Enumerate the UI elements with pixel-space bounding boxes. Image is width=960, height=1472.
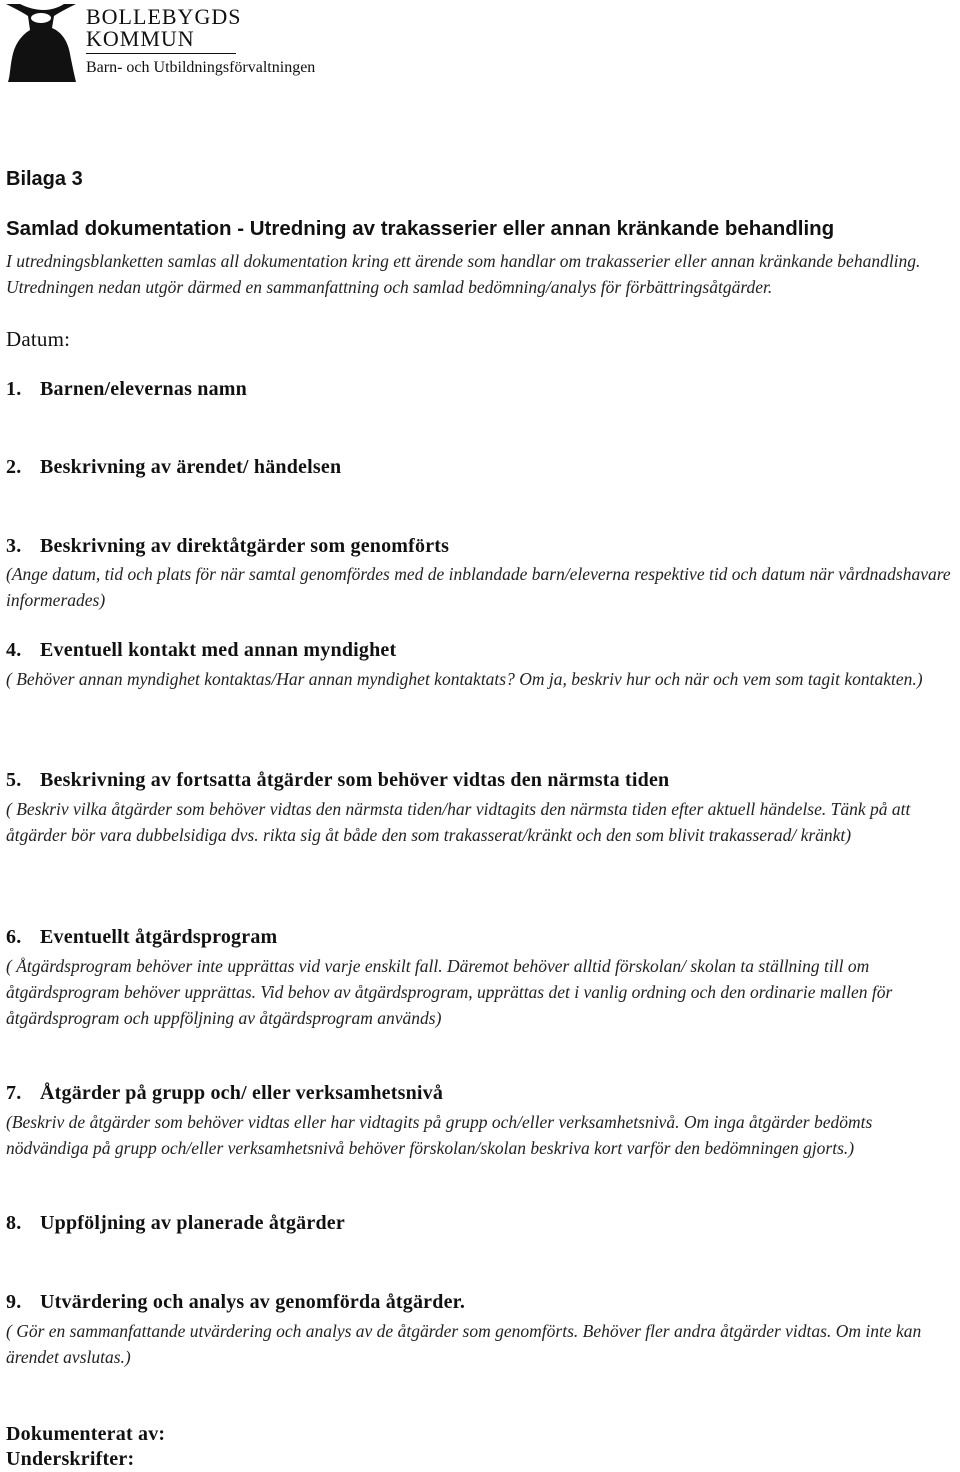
- datum-label: Datum:: [6, 327, 71, 351]
- section-title: Utvärdering och analys av genomförda åtgärder.: [40, 1291, 466, 1313]
- section-9-note: ( Gör en sammanfattande utvärdering och analys av de åtgärder som genomförts. Behöver fler andra åtgärder vidtas. Om inte kan ärendet avslutas.): [6, 1321, 922, 1367]
- section-6-note: ( Åtgärdsprogram behöver inte upprättas vid varje enskilt fall. Däremot behöver alltid förskolan/ skolan ta ställning till om åtgärdsprogram behöver upprättas. Vid behov av åtgärdsprogram, upprättas det i vanlig ordning och den ordinarie mallen för åtgärdsprogram och uppföljning av åtgärdsprogram används): [6, 956, 893, 1028]
- section-1-heading: [6, 378, 247, 401]
- section-4-note: ( Behöver annan myndighet kontaktas/Har annan myndighet kontaktats? Om ja, beskriv hur och när och vem som tagit kontakten.): [6, 669, 923, 689]
- section-7-heading: [6, 1082, 443, 1105]
- section-number: 1.: [6, 378, 22, 400]
- logo-kommun: KOMMUN: [86, 26, 195, 51]
- section-title: Eventuell kontakt med annan myndighet: [40, 639, 397, 661]
- documented-by-label: Dokumenterat av:: [6, 1423, 166, 1445]
- logo-department: Barn- och Utbildningsförvaltningen: [86, 59, 316, 76]
- section-number: 9.: [6, 1291, 22, 1313]
- section-4-heading: [6, 639, 396, 662]
- intro-text: I utredningsblanketten samlas all dokumentation kring ett ärende som handlar om trakasserier eller annan kränkande behandling. Utredningen nedan utgör därmed en sammanfattning och samlad bedömning/analys för förbättringsåtgärder.: [6, 251, 921, 297]
- section-number: 7.: [6, 1082, 22, 1104]
- page-title: Samlad dokumentation - Utredning av trakasserier eller annan kränkande behandling: [6, 217, 835, 240]
- section-number: 6.: [6, 926, 22, 948]
- logo-text: [86, 6, 315, 77]
- section-title: Uppföljning av planerade åtgärder: [40, 1212, 345, 1234]
- bilaga-label: Bilaga 3: [6, 168, 83, 190]
- section-number: 3.: [6, 535, 22, 557]
- section-title: Åtgärder på grupp och/ eller verksamhetsnivå: [40, 1082, 444, 1104]
- section-3-note: (Ange datum, tid och plats för när samtal genomfördes med de inblandade barn/eleverna respektive tid och datum när vårdnadshavare informerades): [6, 564, 951, 610]
- section-number: 4.: [6, 639, 22, 661]
- section-title: Eventuellt åtgärdsprogram: [40, 926, 278, 948]
- section-2-heading: [6, 456, 341, 479]
- section-number: 5.: [6, 769, 22, 791]
- signatures-label: Underskrifter:: [6, 1448, 135, 1470]
- section-8-heading: [6, 1212, 345, 1235]
- page-header: [4, 2, 404, 86]
- section-5-note: ( Beskriv vilka åtgärder som behöver vidtas den närmsta tiden/har vidtagits den närmsta tiden efter aktuell händelse. Tänk på att åtgärder bör vara dubbelsidiga dvs. rikta sig åt både den som trakasserat/kränkt och den som blivit trakasserad/ kränkt): [6, 799, 911, 845]
- section-9-heading: [6, 1291, 465, 1314]
- section-6-heading: [6, 926, 277, 949]
- logo-municipality-name: BOLLEBYGDS: [86, 4, 242, 29]
- section-number: 2.: [6, 456, 22, 478]
- section-5-heading: [6, 769, 669, 792]
- section-3-heading: [6, 535, 449, 558]
- section-number: 8.: [6, 1212, 22, 1234]
- section-title: Beskrivning av direktåtgärder som genomförts: [40, 535, 450, 557]
- section-title: Beskrivning av fortsatta åtgärder som behöver vidtas den närmsta tiden: [40, 769, 670, 791]
- municipality-logo: [4, 2, 78, 84]
- section-7-note: (Beskriv de åtgärder som behöver vidtas eller har vidtagits på grupp och/eller verksamhetsnivå. Om inga åtgärder bedömts nödvändiga på grupp och/eller verksamhetsnivå behöver förskolan/skolan beskriva kort varför den bedömningen gjorts.): [6, 1112, 873, 1158]
- section-title: Beskrivning av ärendet/ händelsen: [40, 456, 342, 478]
- logo-divider: [86, 53, 236, 54]
- section-title: Barnen/elevernas namn: [40, 378, 247, 400]
